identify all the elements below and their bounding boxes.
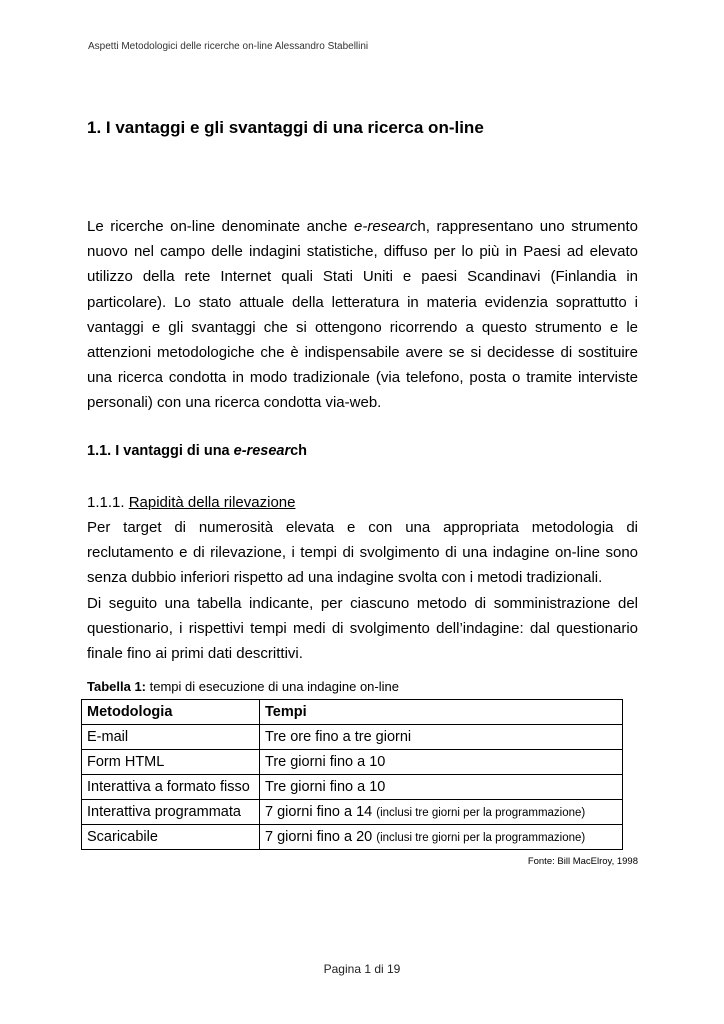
header-times: Tempi	[260, 700, 623, 725]
row-time-note: (inclusi tre giorni per la programmazione)	[376, 832, 586, 844]
row-time	[260, 725, 623, 750]
subsection-heading	[87, 494, 295, 511]
section-heading-start: 1.1. I vantaggi di una	[87, 443, 234, 459]
header-methodology: Metodologia	[82, 700, 260, 725]
row-time-value: Tre giorni fino a 10	[265, 779, 386, 795]
page-number: Pagina 1 di 19	[323, 962, 401, 976]
table-row	[82, 725, 623, 750]
section-heading	[87, 443, 307, 459]
row-time-value: Tre giorni fino a 10	[265, 754, 386, 770]
subsection-number: 1.1.1.	[87, 494, 129, 511]
table-header-row	[82, 700, 623, 725]
row-time-value: 7 giorni fino a 20	[265, 829, 377, 845]
row-time	[260, 800, 623, 825]
table-caption-label: Tabella 1:	[87, 679, 147, 694]
row-method: Interattiva a formato fisso	[82, 775, 260, 800]
table-intro-paragraph: Di seguito una tabella indicante, per ciascuno metodo di somministrazione del questionario, i rispettivi tempi medi di svolgimento dell’indagine: dal questionario finale fino ai primi dati descrittivi.	[87, 595, 638, 663]
table-row	[82, 800, 623, 825]
row-time-value: Tre ore fino a tre giorni	[265, 729, 412, 745]
row-time	[260, 750, 623, 775]
table-row	[82, 750, 623, 775]
table-source: Fonte: Bill MacElroy, 1998	[527, 856, 638, 867]
row-time-value: 7 giorni fino a 14	[265, 804, 377, 820]
table-caption	[87, 679, 399, 694]
section-heading-italic: e-resear	[233, 443, 291, 459]
row-method: Form HTML	[82, 750, 260, 775]
chapter-title: 1. I vantaggi e gli svantaggi di una ricerca on-line	[87, 118, 484, 137]
row-time-note: (inclusi tre giorni per la programmazione)	[376, 807, 586, 819]
intro-text-rest: h, rappresentano uno strumento nuovo nel campo delle indagini statistiche, diffuso per lo più in Paesi ad elevato utilizzo della rete Internet quali Stati Uniti e paesi Scandinavi (Finlandia in particolare). Lo stato attuale della letteratura in materia evidenzia soprattutto i vantaggi e gli svantaggi che si ottengono ricorrendo a questo strumento e le attenzioni metodologiche che è indispensabile avere se si decidesse di sostituire una ricerca condotta in modo tradizionale (via telefono, posta o tramite interviste personali) con una ricerca condotta via-web.	[87, 218, 638, 412]
table-row	[82, 825, 623, 850]
row-time	[260, 825, 623, 850]
intro-paragraph	[87, 214, 638, 416]
subsection-label: Rapidità della rilevazione	[128, 494, 296, 511]
intro-text-start: Le ricerche on-line denominate anche	[87, 218, 355, 235]
table-row	[82, 775, 623, 800]
row-time	[260, 775, 623, 800]
row-method: E-mail	[82, 725, 260, 750]
table-caption-text: tempi di esecuzione di una indagine on-line	[146, 679, 399, 694]
running-header: Aspetti Metodologici delle ricerche on-line Alessandro Stabellini	[88, 41, 369, 52]
section-heading-end: ch	[290, 443, 308, 459]
execution-times-table	[81, 699, 623, 850]
intro-italic-term: e-researc	[354, 218, 418, 235]
speed-paragraph: Per target di numerosità elevata e con una appropriata metodologia di reclutamento e di rilevazione, i tempi di svolgimento di una indagine on-line sono senza dubbio inferiori rispetto ad una indagine svolta con i metodi tradizionali.	[87, 519, 638, 587]
row-method: Interattiva programmata	[82, 800, 260, 825]
row-method: Scaricabile	[82, 825, 260, 850]
